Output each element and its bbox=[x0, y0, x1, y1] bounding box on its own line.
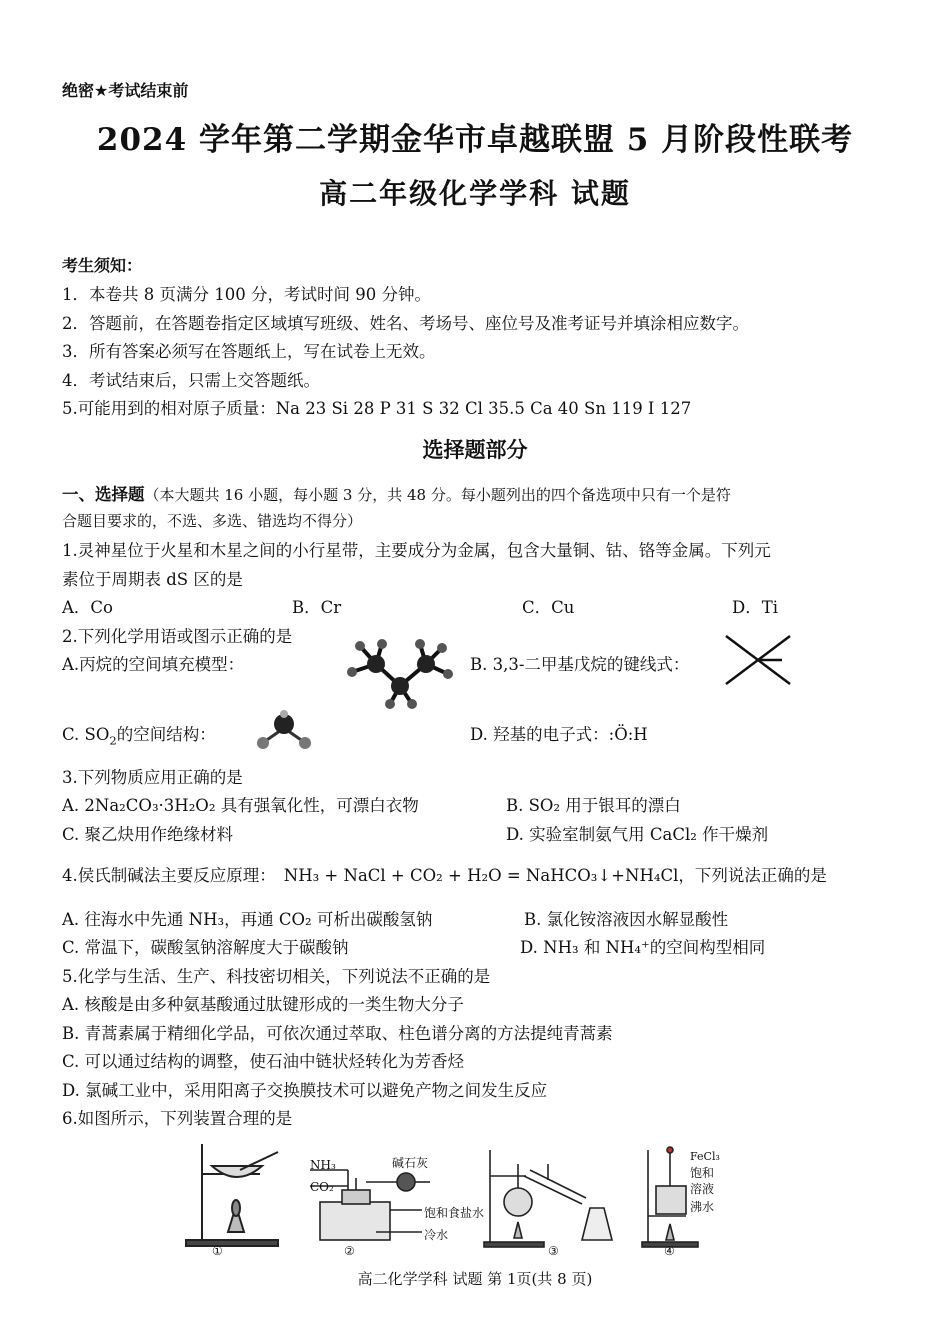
q5-option-a: A. 核酸是由多种氨基酸通过肽键形成的一类生物大分子 bbox=[62, 995, 464, 1014]
hydroxyl-electron-formula: :Ö:H bbox=[608, 725, 648, 744]
apparatus-3-label: ③ bbox=[548, 1244, 559, 1258]
q1-option-d: D．Ti bbox=[732, 598, 779, 617]
notice-item-2: 2．答题前，在答题卷指定区域填写班级、姓名、考场号、座位号及准考证号并填涂相应数字。 bbox=[62, 314, 749, 333]
q2-option-d bbox=[470, 721, 648, 745]
q4-option-c: C. 常温下，碳酸氢钠溶解度大于碳酸钠 bbox=[62, 938, 349, 957]
q2-c-text: 的空间结构： bbox=[116, 725, 216, 744]
exam-title: 2024 学年第二学期金华市卓越联盟 5 月阶段性联考 bbox=[96, 122, 854, 158]
section-title: 选择题部分 bbox=[422, 437, 528, 462]
apparatus-2-nh3: NH₃ bbox=[310, 1158, 336, 1172]
q5-option-c: C. 可以通过结构的调整，使石油中链状烃转化为芳香烃 bbox=[62, 1052, 465, 1071]
q4-option-d: D. NH₃ 和 NH₄⁺的空间构型相同 bbox=[520, 938, 766, 957]
apparatus-4-label: ④ bbox=[664, 1244, 675, 1258]
q2-option-b: B. 3,3-二甲基戊烷的键线式： bbox=[470, 655, 690, 674]
notice-item-1: 1．本卷共 8 页满分 100 分，考试时间 90 分钟。 bbox=[62, 285, 431, 304]
apparatus-2-cold-water: 冷水 bbox=[424, 1228, 449, 1242]
propane-space-filling-model-figure bbox=[336, 632, 456, 712]
q2-c-formula: $SO_2$ bbox=[84, 725, 117, 748]
so2-structure-figure bbox=[254, 706, 314, 752]
page-footer: 高二化学学科 试题 第 1页(共 8 页) bbox=[357, 1270, 593, 1288]
notice-item-4: 4．考试结束后，只需上交答题纸。 bbox=[62, 371, 320, 390]
q5-option-b: B. 青蒿素属于精细化学品，可依次通过萃取、柱色谱分离的方法提纯青蒿素 bbox=[62, 1024, 613, 1043]
q6-stem: 6.如图所示，下列装置合理的是 bbox=[62, 1109, 293, 1128]
q3-option-c: C. 聚乙炔用作绝缘材料 bbox=[62, 825, 234, 844]
q4-stem bbox=[62, 862, 827, 886]
notice-item-5: 5.可能用到的相对原子质量：Na 23 Si 28 P 31 S 32 Cl 35.5 Ca 40 Sn 119 I 127 bbox=[62, 399, 692, 418]
part-heading-rest: （本大题共 16 小题，每小题 3 分，共 48 分。每小题列出的四个备选项中只有一个是符 bbox=[144, 486, 731, 504]
apparatus-4-solution: 溶液 bbox=[690, 1182, 715, 1196]
apparatus-4-boiling-water: 沸水 bbox=[690, 1200, 715, 1214]
apparatus-4-fecl3: FeCl₃ bbox=[690, 1150, 720, 1163]
q4-equation: NH₃ + NaCl + CO₂ + H₂O = NaHCO₃↓+NH₄Cl bbox=[283, 866, 679, 885]
q1-stem-1: 1.灵神星位于火星和木星之间的小行星带，主要成分为金属，包含大量铜、钴、铬等金属。下列元 bbox=[62, 541, 771, 560]
q4-option-b: B. 氯化铵溶液因水解显酸性 bbox=[524, 910, 729, 929]
exam-subtitle: 高二年级化学学科 试题 bbox=[319, 177, 631, 210]
q5-option-d: D. 氯碱工业中，采用阳离子交换膜技术可以避免产物之间发生反应 bbox=[62, 1081, 548, 1100]
notice-heading: 考生须知： bbox=[62, 256, 143, 275]
apparatus-4-saturated: 饱和 bbox=[690, 1166, 715, 1180]
part-heading-line-1 bbox=[62, 481, 731, 505]
q1-option-b: B．Cr bbox=[292, 598, 342, 617]
apparatus-2-brine: 饱和食盐水 bbox=[424, 1206, 485, 1220]
q5-stem: 5.化学与生活、生产、科技密切相关，下列说法不正确的是 bbox=[62, 967, 491, 986]
apparatus-2-label: ② bbox=[344, 1244, 355, 1258]
q3-stem: 3.下列物质应用正确的是 bbox=[62, 768, 243, 787]
apparatus-2-co2: CO₂ bbox=[310, 1180, 334, 1194]
apparatus-2-lime: 碱石灰 bbox=[392, 1156, 429, 1170]
q2-option-c bbox=[62, 721, 216, 747]
q3-option-d: D. 实验室制氨气用 CaCl₂ 作干燥剂 bbox=[506, 825, 769, 844]
q4-option-a: A. 往海水中先通 NH₃，再通 CO₂ 可析出碳酸氢钠 bbox=[62, 910, 433, 929]
apparatus-1-figure bbox=[182, 1136, 282, 1250]
q1-option-a: A．Co bbox=[62, 598, 113, 617]
q2-stem: 2.下列化学用语或图示正确的是 bbox=[62, 627, 293, 646]
apparatus-3-figure bbox=[482, 1146, 618, 1250]
part-heading-bold: 一、选择题 bbox=[62, 485, 145, 504]
apparatus-1-label: ① bbox=[212, 1244, 223, 1258]
q3-option-b: B. SO₂ 用于银耳的漂白 bbox=[506, 796, 681, 815]
q1-option-c: C．Cu bbox=[522, 598, 575, 617]
q3-option-a: A. 2Na₂CO₃·3H₂O₂ 具有强氧化性，可漂白衣物 bbox=[62, 796, 419, 815]
q2-option-a: A.丙烷的空间填充模型： bbox=[62, 655, 245, 674]
q1-stem-2: 素位于周期表 dS 区的是 bbox=[62, 570, 243, 589]
dimethylpentane-skeletal-formula-figure bbox=[722, 632, 794, 688]
q2-c-prefix: C. bbox=[62, 725, 80, 744]
q4-stem-pre: 4.侯氏制碱法主要反应原理： bbox=[62, 866, 276, 885]
q4-stem-post: ，下列说法正确的是 bbox=[678, 866, 827, 885]
q2-d-text: D. 羟基的电子式： bbox=[470, 725, 609, 744]
notice-item-3: 3．所有答案必须写在答题纸上，写在试卷上无效。 bbox=[62, 342, 436, 361]
part-heading-line-2: 合题目要求的，不选、多选、错选均不得分） bbox=[62, 512, 363, 530]
confidential-label: 绝密★考试结束前 bbox=[62, 81, 189, 100]
